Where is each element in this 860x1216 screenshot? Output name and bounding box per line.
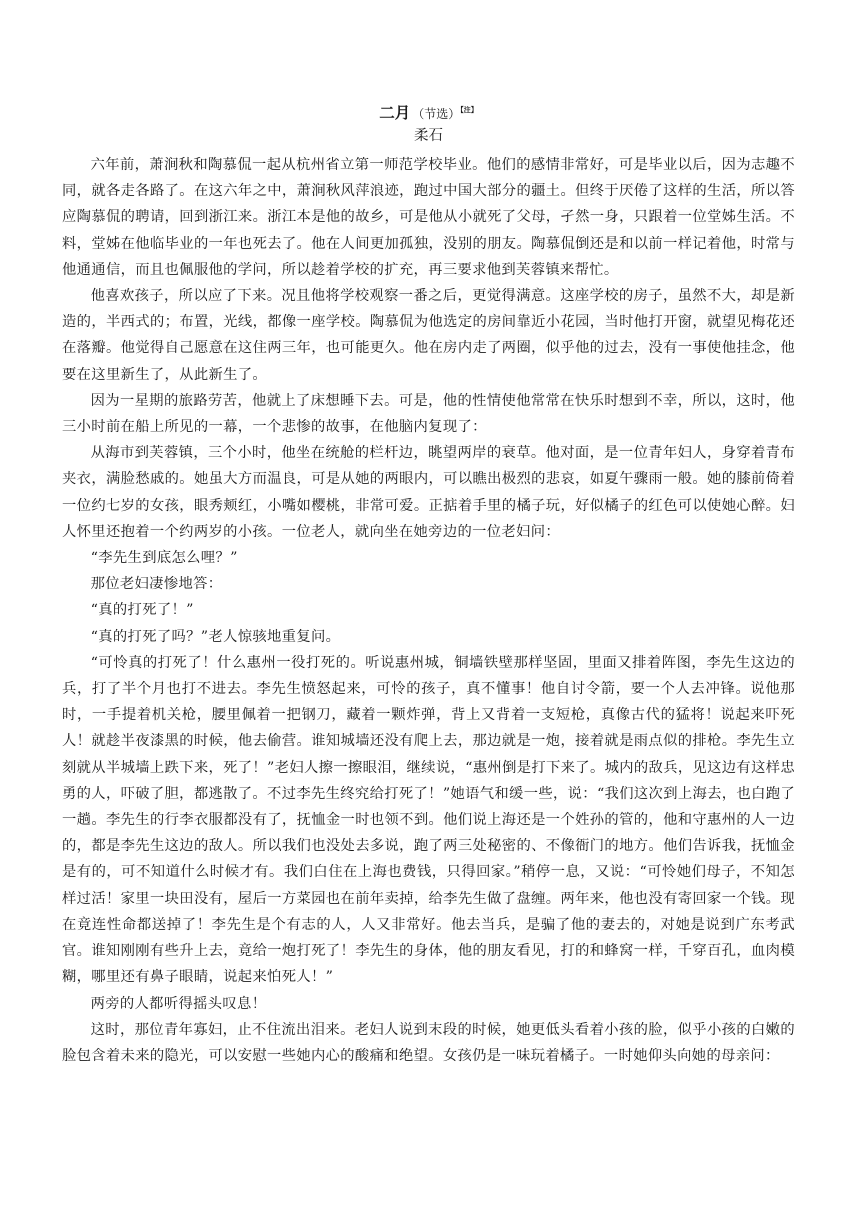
dialogue-line: “李先生到底怎么哩？” — [90, 550, 238, 567]
document-subtitle: （节选） — [412, 107, 461, 121]
footnote-marker: 【注】 — [460, 105, 478, 114]
document-title: 二月 — [379, 103, 411, 122]
paragraph: 因为一星期的旅路劳苦，他就上了床想睡下去。可是，他的性情使他常常在快乐时想到不幸，所以，这时，他三小时前在船上所见的一幕，一个悲惨的故事，在他脑内复现了： — [62, 392, 795, 436]
dialogue-line: “真的打死了吗？”老人惊骇地重复问。 — [90, 628, 341, 645]
document-page — [62, 103, 796, 1069]
document-author: 柔石 — [414, 128, 443, 144]
paragraph: 六年前，萧涧秋和陶慕侃一起从杭州省立第一师范学校毕业。他们的感情非常好，可是毕业以后，因为志趣不同，就各走各路了。在这六年之中，萧涧秋风萍浪迹，跑过中国大部分的疆土。但终于厌倦了这样的生活，所以答应陶慕侃的聘请，回到浙江来。浙江本是他的故乡，可是他从小就死了父母，孑然一身，只跟着一位堂姊生活。不料，堂姊在他临毕业的一年也死去了。他在人间更加孤独，没别的朋友。陶慕侃倒还是和以前一样记着他，时常与他通通信，而且也佩服他的学问，所以趁着学校的扩充，再三要求他到芙蓉镇来帮忙。 — [62, 157, 795, 278]
dialogue-line: “真的打死了！” — [90, 602, 194, 619]
paragraph: 他喜欢孩子，所以应了下来。况且他将学校观察一番之后，更觉得满意。这座学校的房子，虽然不大，却是新造的，半西式的；布置，光线，都像一座学校。陶慕侃为他选定的房间靠近小花园，当时他打开窗，就望见梅花还在落瓣。他觉得自己愿意在这住两三年，也可能更久。他在房内走了两圈，似乎他的过去，没有一事使他挂念，他要在这里新生了，从此新生了。 — [62, 288, 795, 383]
paragraph: 这时，那位青年寡妇，止不住流出泪来。老妇人说到末段的时候，她更低头看着小孩的脸，似乎小孩的白嫩的脸包含着未来的隐光，可以安慰一些她内心的酸痛和绝望。女孩仍是一味玩着橘子。一时她仰头向她的母亲问： — [62, 1021, 795, 1064]
paragraph: 那位老妇凄惨地答： — [90, 576, 223, 593]
title-line — [62, 100, 795, 120]
paragraph: 从海市到芙蓉镇，三个小时，他坐在统舱的栏杆边，眺望两岸的衰草。他对面，是一位青年妇人，身穿着青布夹衣，满脸愁戚的。她虽大方而温良，可是从她的两眼内，可以瞧出极烈的悲哀，如夏午骤雨一般。她的膝前倚着一位约七岁的女孩，眼秀颊红，小嘴如樱桃，非常可爱。正掂着手里的橘子玩，好似橘子的红色可以使她心醉。妇人怀里还抱着一个约两岁的小孩。一位老人，就向坐在她旁边的一位老妇问： — [62, 445, 795, 540]
paragraph: 两旁的人都听得摇头叹息！ — [90, 995, 267, 1012]
paragraph: “可怜真的打死了！什么惠州一役打死的。听说惠州城，铜墙铁壁那样坚固，里面又排着阵图，李先生这边的兵，打了半个月也打不进去。李先生愤怒起来，可怜的孩子，真不懂事！他自讨令箭，要一个人去冲锋。说他那时，一手提着机关枪，腰里佩着一把钢刀，藏着一颗炸弹，背上又背着一支短枪，真像古代的猛将！说起来吓死人！就趁半夜漆黑的时候，他去偷营。谁知城墙还没有爬上去，那边就是一炮，接着就是雨点似的排枪。李先生立刻就从半城墙上跌下来，死了！”老妇人擦一擦眼泪，继续说，“惠州倒是打下来了。城内的敌兵，见这边有这样忠勇的人，吓破了胆，都逃散了。不过李先生终究给打死了！”她语气和缓一些，说：“我们这次到上海去，也白跑了一趟。李先生的行李衣服都没有了，抚恤金一时也领不到。他们说上海还是一个姓孙的管的，他和守惠州的人一边的，都是李先生这边的敌人。所以我们也没处去多说，跑了两三处秘密的、不像衙门的地方。他们告诉我，抚恤金是有的，可不知道什么时候才有。我们白住在上海也费钱，只得回家。”稍停一息，又说：“可怜她们母子，不知怎样过活！家里一块田没有，屋后一方菜园也在前年卖掉，给李先生做了盘缠。两年来，他也没有寄回家一个钱。现在竟连性命都送掉了！李先生是个有志的人，人又非常好。他去当兵，是骗了他的妻去的，对她是说到广东考武官。谁知刚刚有些升上去，竟给一炮打死了！李先生的身体，他的朋友看见，打的和蜂窝一样，千穿百孔，血肉模糊，哪里还有鼻子眼睛，说起来怕死人！” — [62, 654, 796, 986]
